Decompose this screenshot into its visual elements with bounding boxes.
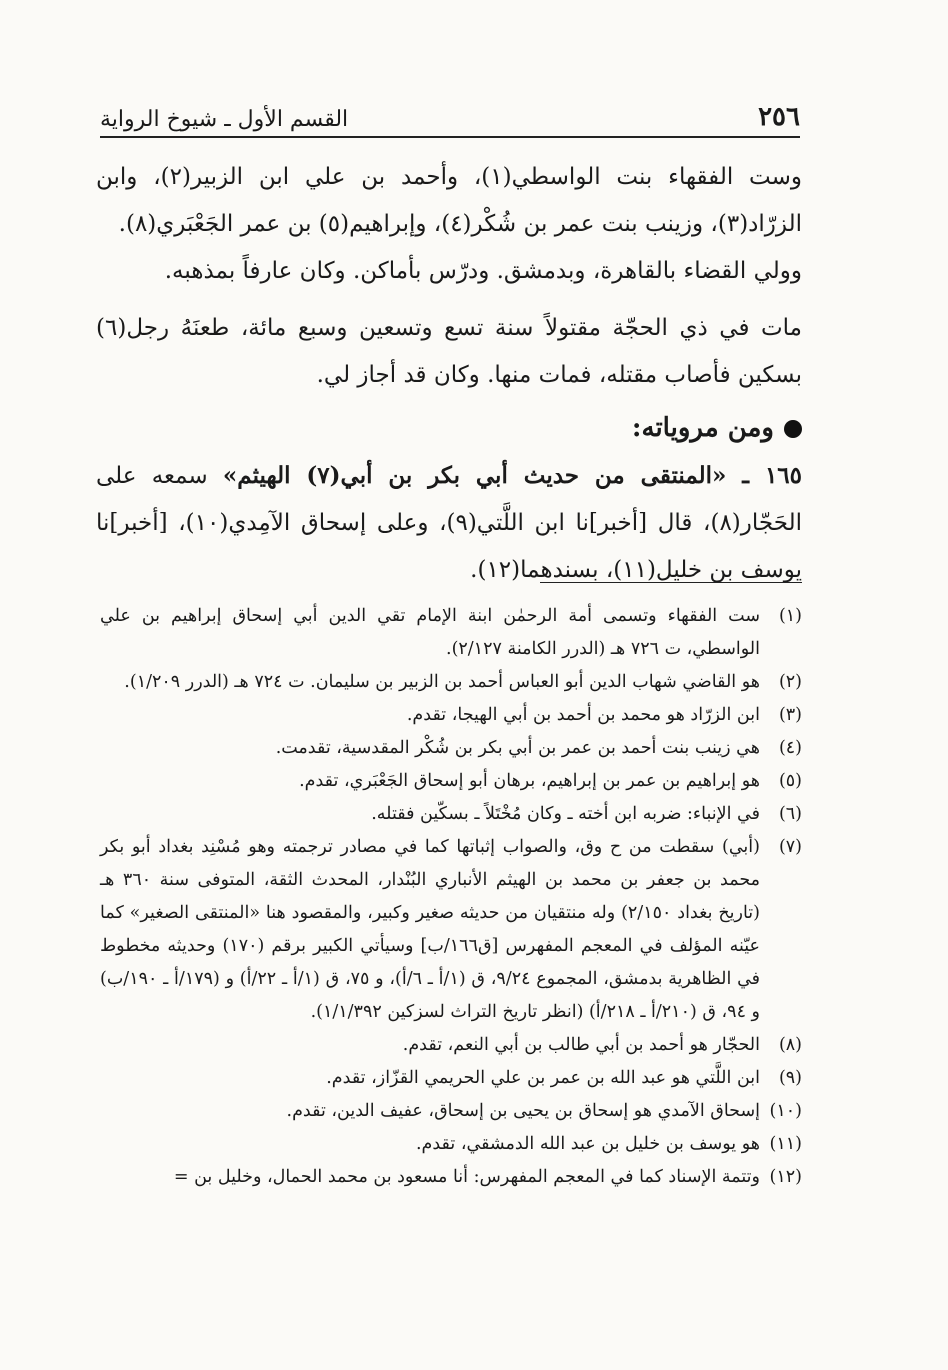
header-rule — [100, 136, 800, 138]
footnote-mark: (٢) — [778, 672, 802, 692]
footnote — [100, 666, 802, 699]
footnote-mark: (٧) — [778, 837, 802, 857]
page-number: ٢٥٦ — [758, 102, 800, 132]
footnote-mark: (٤) — [778, 738, 802, 758]
footnote-mark: (٦) — [778, 804, 802, 824]
page-header — [100, 88, 800, 132]
section-heading — [96, 405, 802, 452]
footnote-mark: (٩) — [778, 1068, 802, 1088]
footnote-mark: (٨) — [778, 1035, 802, 1055]
entry-text: سمعه على الحَجّار(٨)، قال [أخبر]نا ابن اللَّتي(٩)، وعلى إسحاق الآمِدي(١٠)، [أخبر]نا يوسف بن خليل(١١)، بسندهما(١٢). — [96, 463, 802, 583]
footnote-text: وتتمة الإسناد كما في المعجم المفهرس: أنا مسعود بن محمد الحمال، وخليل بن = — [173, 1167, 760, 1187]
paragraph: وولي القضاء بالقاهرة، وبدمشق. ودرّس بأماكن. وكان عارفاً بمذهبه. — [164, 258, 802, 284]
footnote-text: في الإنباء: ضربه ابن أخته ـ وكان مُخْتَلاً ـ بسكّين فقتله. — [371, 804, 760, 824]
paragraph: وست الفقهاء بنت الواسطي(١)، وأحمد بن علي ابن الزبير(٢)، وابن الزرّاد(٣)، وزينب بنت عمر بن شُكْر(٤)، وإبراهيم(٥) بن عمر الجَعْبَري(٨). — [96, 164, 802, 237]
main-text — [96, 154, 802, 594]
footnote-text: هو إبراهيم بن عمر بن إبراهيم، برهان أبو إسحاق الجَعْبَري، تقدم. — [299, 771, 760, 791]
footnote-mark: (٥) — [778, 771, 802, 791]
footnote — [100, 1095, 802, 1128]
paragraph: مات في ذي الحجّة مقتولاً سنة تسع وتسعين وسبع مائة، طعنَهُ رجل(٦) بسكين فأصاب مقتله، فمات منها. وكان قد أجاز لي. — [96, 315, 802, 388]
footnote — [100, 1161, 802, 1194]
footnote-text: هي زينب بنت أحمد بن عمر بن أبي بكر بن شُكْر المقدسية، تقدمت. — [275, 738, 760, 758]
footnote-text: (أبي) سقطت من ح وق، والصواب إثباتها كما في مصادر ترجمته وهو مُسْنِد بغداد أبو بكر محمد بن جعفر بن محمد بن الهيثم الأنباري البُنْدار، المحدث الثقة، المتوفى سنة ٣٦٠ هـ (تاريخ بغداد ٢/١٥٠) وله منتقيان من حديثه صغير وكبير، والمقصود هنا «المنتقى الصغير» كما عيّنه المؤلف في المعجم المفهرس [ق١٦٦/ب] وسيأتي الكبير برقم (١٧٠) وحديثه مخطوط في الظاهرية بدمشق، المجموع ٩/٢٤، ق (١/أ ـ ٦/أ)، و ٧٥، ق (١/أ ـ ٢٢/أ) و (١٧٩/أ ـ ١٩٠/ب) و ٩٤، ق (٢١٠/أ ـ ٢١٨/أ) (انظر تاريخ التراث لسزكين ١/١/٣٩٢). — [100, 837, 761, 1022]
section-heading-text: ومن مروياته: — [631, 413, 774, 443]
footnote — [100, 1128, 802, 1161]
footnote-mark: (١٠) — [769, 1101, 802, 1121]
footnotes — [100, 600, 802, 1194]
footnote-text: الحجّار هو أحمد بن أبي طالب بن أبي النعم، تقدم. — [402, 1035, 760, 1055]
footnote-separator — [540, 582, 802, 583]
footnote — [100, 699, 802, 732]
entry-paragraph — [96, 452, 802, 594]
footnote — [100, 765, 802, 798]
footnote — [100, 732, 802, 765]
footnote — [100, 831, 802, 1029]
footnote-text: ست الفقهاء وتسمى أمة الرحمٰن ابنة الإمام تقي الدين أبي إسحاق إبراهيم بن علي الواسطي، ت ٧٢٦ هـ (الدرر الكامنة ٢/١٢٧). — [100, 606, 760, 659]
footnote-text: هو يوسف بن خليل بن عبد الله الدمشقي، تقدم. — [415, 1134, 760, 1154]
footnote-mark: (١) — [778, 606, 802, 626]
footnote — [100, 1062, 802, 1095]
running-head: القسم الأول ـ شيوخ الرواية — [100, 107, 349, 132]
footnote-text: هو القاضي شهاب الدين أبو العباس أحمد بن الزبير بن سليمان. ت ٧٢٤ هـ (الدرر ١/٢٠٩). — [124, 672, 760, 692]
footnote — [100, 1029, 802, 1062]
footnote — [100, 798, 802, 831]
entry-title: ١٦٥ ـ «المنتقى من حديث أبي بكر بن أبي(٧) الهيثم» — [222, 462, 803, 489]
footnote-text: ابن الزرّاد هو محمد بن أحمد بن أبي الهيجا، تقدم. — [406, 705, 760, 725]
footnote-text: ابن اللَّتي هو عبد الله بن عمر بن علي الحريمي القزّاز، تقدم. — [326, 1068, 760, 1088]
footnote-mark: (١٢) — [769, 1167, 802, 1187]
bullet-icon — [784, 420, 802, 438]
footnote — [100, 600, 802, 666]
footnote-text: إسحاق الآمدي هو إسحاق بن يحيى بن إسحاق، عفيف الدين، تقدم. — [286, 1101, 760, 1121]
footnote-mark: (٣) — [778, 705, 802, 725]
footnote-mark: (١١) — [769, 1134, 802, 1154]
